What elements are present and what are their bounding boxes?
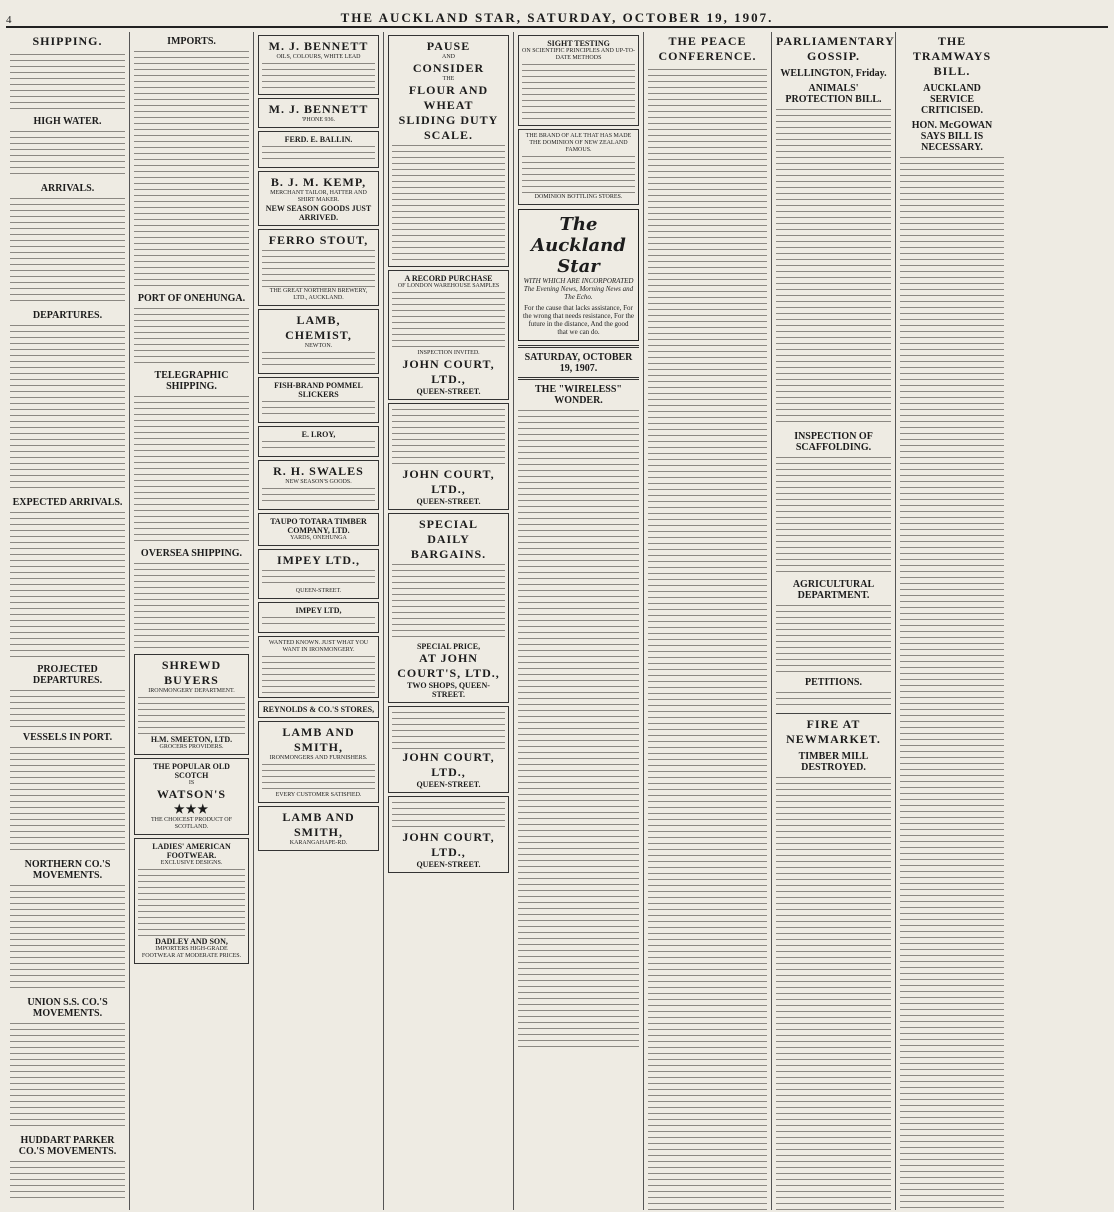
column-shipping — [6, 32, 130, 1210]
fire-newmarket-heading: FIRE AT NEWMARKET. — [786, 717, 881, 746]
ad-kemp: B. J. M. KEMP, MERCHANT TAILOR, HATTER AND SHIRT MAKER. NEW SEASON GOODS JUST ARRIVED. — [258, 171, 379, 226]
huddart-parker-heading: HUDDART PARKER CO.'S MOVEMENTS. — [18, 1135, 117, 1157]
ad-flour-wheat: PAUSE AND CONSIDER THE FLOUR AND WHEAT SLIDING DUTY SCALE. — [388, 35, 509, 267]
ad-reynolds: REYNOLDS & CO.'S STORES, — [258, 701, 379, 718]
projected-departures-heading: PROJECTED DEPARTURES. — [32, 664, 103, 686]
shipping-heading: SHIPPING. — [32, 34, 103, 48]
column-editorial — [514, 32, 644, 1210]
shipping-text — [10, 52, 125, 112]
star-masthead: The Auckland Star WITH WHICH ARE INCORPORATED The Evening News, Morning News and The Echo. For the cause that lacks assistance, For the wrong that needs resistance, For the future in the distance, And the good that we can do. — [518, 209, 639, 341]
ad-sight-testing: SIGHT TESTING ON SCIENTIFIC PRINCIPLES AND UP-TO-DATE METHODS — [518, 35, 639, 126]
ad-wanted-known: WANTED KNOWN. JUST WHAT YOU WANT IN IRONMONGERY. — [258, 636, 379, 698]
ad-john-court-2: JOHN COURT, LTD., QUEEN-STREET. — [388, 403, 509, 510]
ad-special-daily-bargains: SPECIAL DAILY BARGAINS. SPECIAL PRICE, AT JOHN COURT'S, LTD., TWO SHOPS, QUEEN-STREET. — [388, 513, 509, 703]
leader-text — [518, 408, 639, 1048]
peace-conference-heading: THE PEACE CONFERENCE. — [658, 34, 757, 63]
column-imports — [130, 32, 254, 1210]
ad-john-court-5: JOHN COURT, LTD., QUEEN-STREET. — [388, 796, 509, 873]
union-co-heading: UNION S.S. CO.'S MOVEMENTS. — [27, 997, 108, 1019]
star-motto: For the cause that lacks assistance, For the wrong that needs resistance, For the future in the distance, And the good that we can do. — [523, 304, 634, 336]
arrivals-heading: ARRIVALS. — [40, 183, 95, 194]
vessels-in-port-heading: VESSELS IN PORT. — [22, 732, 113, 743]
ad-ferro-stout: FERRO STOUT, THE GREAT NORTHERN BREWERY, LTD., AUCKLAND. — [258, 229, 379, 306]
high-water-heading: HIGH WATER. — [33, 116, 102, 127]
ad-brand-of-ale: THE BRAND OF ALE THAT HAS MADE THE DOMINION OF NEW ZEALAND FAMOUS. DOMINION BOTTLING STORES. — [518, 129, 639, 205]
imports-heading: IMPORTS. — [167, 36, 216, 47]
newspaper-title: THE AUCKLAND STAR, SATURDAY, OCTOBER 19, 1907. — [340, 10, 774, 25]
ad-lamb-smith-2: LAMB AND SMITH, KARANGAHAPE-RD. — [258, 806, 379, 851]
ad-bennett-1: M. J. BENNETT OILS, COLOURS, WHITE LEAD — [258, 35, 379, 95]
ad-taupo-totara: TAUPO TOTARA TIMBER COMPANY, LTD. YARDS, ONEHUNGA — [258, 513, 379, 546]
ad-lroy: E. LROY, — [258, 426, 379, 457]
expected-arrivals-heading: EXPECTED ARRIVALS. — [12, 497, 123, 508]
ad-record-purchase: A RECORD PURCHASE OF LONDON WAREHOUSE SAMPLES INSPECTION INVITED. JOHN COURT, LTD., QUEEN-STREET. — [388, 270, 509, 400]
ad-american-footwear: LADIES' AMERICAN FOOTWEAR. EXCLUSIVE DESIGNS. DADLEY AND SON, IMPORTERS HIGH-GRADE FOOTWEAR AT MODERATE PRICES. — [134, 838, 249, 964]
ad-impey-1: IMPEY LTD., QUEEN-STREET. — [258, 549, 379, 599]
departures-heading: DEPARTURES. — [32, 310, 103, 321]
column-ads-1 — [254, 32, 384, 1210]
parliamentary-gossip-heading: PARLIAMENTARY GOSSIP. — [776, 34, 895, 63]
columns — [6, 32, 1108, 1210]
ad-fish-brand: FISH-BRAND POMMEL SLICKERS — [258, 377, 379, 423]
star-title: The Auckland Star — [531, 214, 626, 277]
issue-date: SATURDAY, OCTOBER 19, 1907. — [524, 352, 633, 374]
masthead — [6, 4, 1108, 28]
ad-lamb-smith-1: LAMB AND SMITH, IRONMONGERS AND FURNISHERS. EVERY CUSTOMER SATISFIED. — [258, 721, 379, 803]
oversea-shipping-heading: OVERSEA SHIPPING. — [140, 548, 243, 559]
leader-heading: THE "WIRELESS" WONDER. — [535, 384, 622, 406]
ad-ballin: FERD. E. BALLIN. — [258, 131, 379, 168]
ad-watsons: THE POPULAR OLD SCOTCH IS WATSON'S ★★★ THE CHOICEST PRODUCT OF SCOTLAND. — [134, 758, 249, 835]
tramways-bill-heading: THE TRAMWAYS BILL. — [912, 34, 992, 78]
ad-shrewd-buyers: SHREWD BUYERS IRONMONGERY DEPARTMENT. H.M. SMEETON, LTD. GROCERS PROVIDERS. — [134, 654, 249, 755]
column-peace-conference — [644, 32, 772, 1210]
ad-john-court-4: JOHN COURT, LTD., QUEEN-STREET. — [388, 706, 509, 793]
ad-lamb-chemist: LAMB, CHEMIST, NEWTON. — [258, 309, 379, 374]
ad-swales: R. H. SWALES NEW SEASON'S GOODS. — [258, 460, 379, 510]
ad-bennett-2: M. J. BENNETT 'PHONE 936. — [258, 98, 379, 128]
ad-impey-2: IMPEY LTD, — [258, 602, 379, 633]
column-ads-2 — [384, 32, 514, 1210]
northern-co-heading: NORTHERN CO.'S MOVEMENTS. — [24, 859, 111, 881]
telegraphic-shipping-heading: TELEGRAPHIC SHIPPING. — [154, 370, 229, 392]
column-parliament: PARLIAMENTARY GOSSIP. WELLINGTON, Friday. ANIMALS' PROTECTION BILL. INSPECTION OF SCAFFOLDING. AGRICULTURAL DEPARTMENT. PETITIONS. FIRE AT NEWMARKET. TIMBER MILL DESTROYED. — [772, 32, 896, 1210]
column-tramways: THE TRAMWAYS BILL. AUCKLAND SERVICE CRITICISED. HON. McGOWAN SAYS BILL IS NECESSARY. — [896, 32, 1008, 1210]
page-number: 4 — [6, 14, 12, 26]
port-onehunga-heading: PORT OF ONEHUNGA. — [137, 293, 246, 304]
